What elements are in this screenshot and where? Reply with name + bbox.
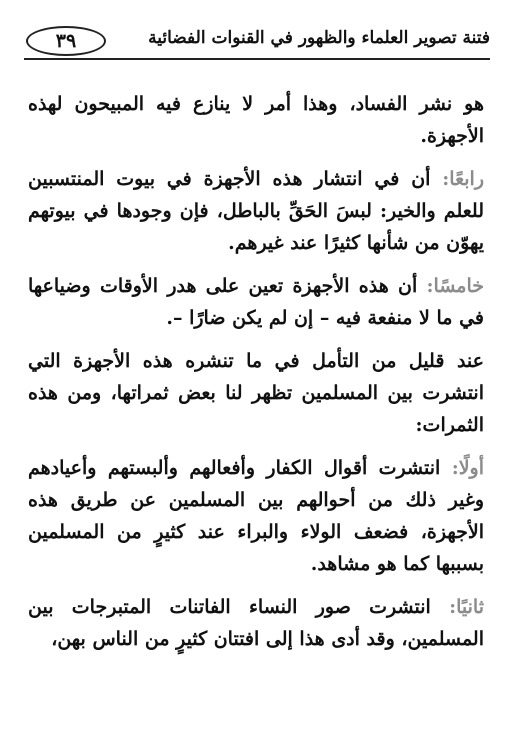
paragraph [28,163,484,259]
body-text [28,88,484,666]
paragraph-lead: رابعًا: [442,168,484,190]
paragraph-text: أن في انتشار هذه الأجهزة في بيوت المنتسبين للعلم والخير: لبسَ الحَقِّ بالباطل، فإن وجودها في بيوتهم يهوّن من شأنها كثيرًا عند غيرهم. [28,168,484,254]
page-number-oval [26,26,106,56]
running-title: فتنة تصوير العلماء والظهور في القنوات الفضائية [148,28,490,48]
paragraph-lead: أولًا: [451,457,484,479]
header-rule [24,58,490,60]
paragraph [28,88,484,152]
paragraph-text: هو نشر الفساد، وهذا أمر لا ينازع فيه المبيحون لهذه الأجهزة. [28,93,484,147]
paragraph-lead: ثانيًا: [449,596,484,618]
paragraph-lead: خامسًا: [426,275,484,297]
paragraph [28,270,484,334]
paragraph-text: عند قليل من التأمل في ما تنشره هذه الأجهزة التي انتشرت بين المسلمين تظهر لنا بعض ثمراتها، ومن هذه الثمرات: [28,350,484,436]
paragraph-text: أن هذه الأجهزة تعين على هدر الأوقات وضياعها في ما لا منفعة فيه – إن لم يكن ضارًا –. [28,275,484,329]
paragraph [28,345,484,441]
page-number: ٣٩ [55,29,77,52]
paragraph-text: انتشرت صور النساء الفاتنات المتبرجات بين المسلمين، وقد أدى هذا إلى افتتان كثيرٍ من الناس بهن، [28,596,484,650]
paragraph [28,591,484,655]
paragraph-text: انتشرت أقوال الكفار وأفعالهم وألبستهم وأعيادهم وغير ذلك من أحوالهم بين المسلمين عن طريق هذه الأجهزة، فضعف الولاء والبراء عند كثيرٍ من المسلمين بسببها كما هو مشاهد. [28,457,484,575]
paragraph [28,452,484,580]
running-header [22,22,490,58]
